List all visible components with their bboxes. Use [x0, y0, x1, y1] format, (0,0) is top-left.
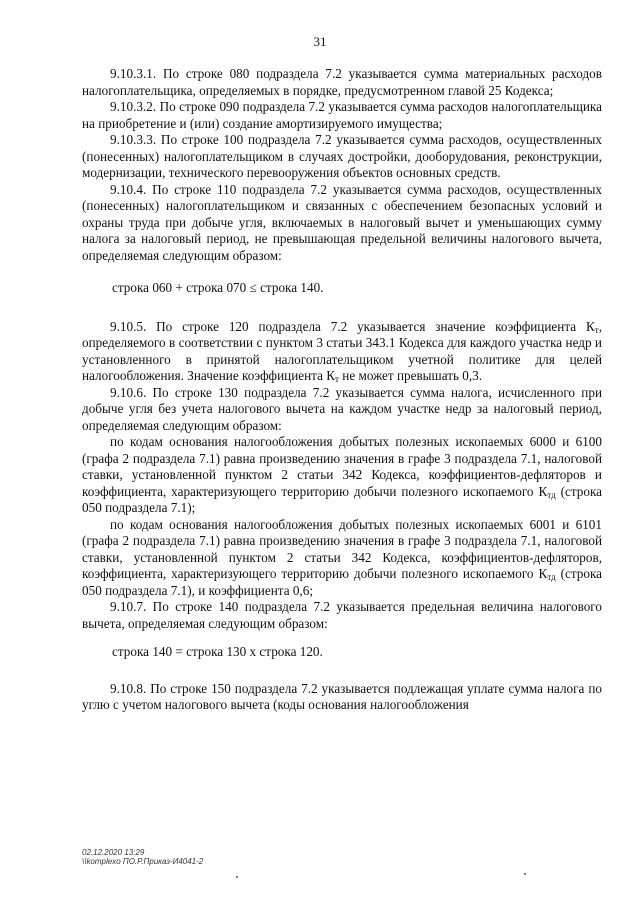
paragraph-9-10-4: 9.10.4. По строке 110 подраздела 7.2 указывается сумма расходов, осуществленных (понесенных) налогоплательщиком и связанных с обеспечением безопасных условий и охраны труда при добыче угля, включаемых в налоговый вычет и уменьшающих сумму налога за налоговый период, не превышающая предельной величины налогового вычета, определяемая следующим образом:	[82, 181, 602, 263]
paragraph-9-10-6: 9.10.6. По строке 130 подраздела 7.2 указывается сумма налога, исчисленного при добыче угля без учета налогового вычета на каждом участке недр за налоговый период, определяемая следующим образом:	[82, 384, 602, 433]
paragraph-9-10-5: 9.10.5. По строке 120 подраздела 7.2 указывается значение коэффициента $К_т$, определяемого в соответствии с пунктом 3 статьи 343.1 Кодекса для каждого участка недр и установленного в принятой налогоплательщиком учетной политике для целей налогообложения. Значение коэффициента $К_т$ не может превышать 0,3.	[82, 318, 602, 384]
paragraph-9-10-3-2: 9.10.3.2. По строке 090 подраздела 7.2 указывается сумма расходов налогоплательщика на приобретение и (или) создание амортизируемого имущества;	[82, 99, 602, 131]
paragraph-codes-6000-6100: по кодам основания налогообложения добытых полезных ископаемых 6000 и 6100 (графа 2 подраздела 7.1) равна произведению значения в графе 3 подраздела 7.1, налоговой ставки, установленной пунктом 2 статьи 342 Кодекса, коэффициентов-дефляторов и коэффициента, характеризующего территорию добычи полезного ископаемого $К_{тд}$ (строка 050 подраздела 7.1);	[82, 434, 603, 515]
footer-stamp	[82, 848, 203, 866]
footer-path: \\komplexo ПО.Р.Приказ-И4041-2	[82, 857, 204, 866]
paragraph-9-10-3-1: 9.10.3.1. По строке 080 подраздела 7.2 указывается сумма материальных расходов налогоплательщика, определяемых в порядке, предусмотренном главой 25 Кодекса;	[82, 66, 602, 98]
page-number: 31	[313, 34, 327, 49]
formula-deduction: строка 140 = строка 130 х строка 120.	[112, 644, 323, 659]
document-body	[82, 66, 602, 714]
scan-speck	[524, 873, 526, 875]
footer-date: 02.12.2020 13:29	[82, 848, 145, 857]
paragraph-codes-6001-6101: по кодам основания налогообложения добытых полезных ископаемых 6001 и 6101 (графа 2 подраздела 7.1) равна произведению значения в графе 3 подраздела 7.1, налоговой ставки, установленной пунктом 2 статьи 342 Кодекса, коэффициентов-дефляторов, коэффициента, характеризующего территорию добычи полезного ископаемого $К_{тд}$ (строка 050 подраздела 7.1), и коэффициента 0,6;	[82, 516, 603, 598]
formula-limit: строка 060 + строка 070 ≤ строка 140.	[112, 280, 324, 295]
paragraph-9-10-7: 9.10.7. По строке 140 подраздела 7.2 указывается предельная величина налогового вычета, определяемая следующим образом:	[82, 599, 602, 631]
paragraph-9-10-8: 9.10.8. По строке 150 подраздела 7.2 указывается подлежащая уплате сумма налога по углю с учетом налогового вычета (коды основания налогообложения	[82, 680, 602, 712]
paragraph-9-10-3-3: 9.10.3.3. По строке 100 подраздела 7.2 указывается сумма расходов, осуществленных (понесенных) налогоплательщиком в случаях достройки, дооборудования, реконструкции, модернизации, технического перевооружения объектов основных средств.	[82, 132, 602, 180]
scan-speck	[236, 876, 238, 878]
